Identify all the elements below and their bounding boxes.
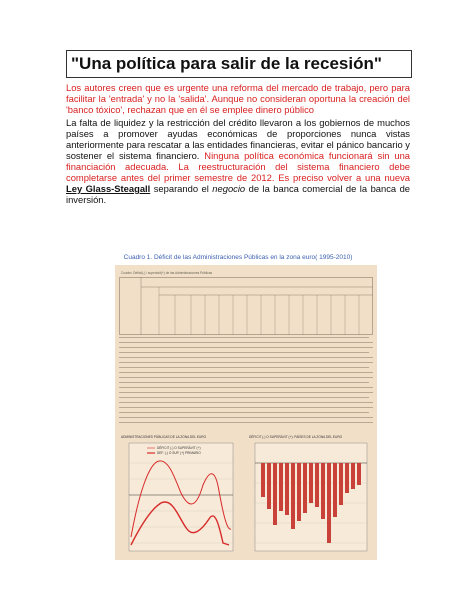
table-row <box>119 402 373 403</box>
table-row <box>119 397 369 398</box>
left-legend-1: DÉFICIT (-) O SUPERÁVIT (+) <box>157 446 201 450</box>
body-text-tail: separando el <box>153 183 209 194</box>
table-row <box>119 367 369 368</box>
glass-steagall-link[interactable]: Ley Glass-Steagall <box>66 183 151 194</box>
table-row <box>119 372 373 373</box>
table-row <box>119 352 369 353</box>
body-paragraph <box>66 117 410 205</box>
scan-table-rows <box>119 337 373 427</box>
table-row <box>119 392 373 393</box>
table-row <box>119 337 369 338</box>
scan-table-header <box>119 277 373 335</box>
scanned-table-image <box>115 265 377 560</box>
lead-paragraph: Los autores creen que es urgente una reforma del mercado de trabajo, pero para facilitar la 'entrada' y no la 'salida'. Aunque no consideran oportuna la creación del 'banco tóxico', rechazan que en él se emplee dinero público <box>66 82 410 115</box>
table-row <box>119 412 369 413</box>
table-row <box>119 377 373 378</box>
body-text-1: La falta de liquidez y la restricción del crédito llevaron a los gobiernos de muchos países a promover ayudas económicas de proporciones nunca vistas anteriormente para rescatar a las entidades financieras, evitar el pánico bancario y sostener el sistema financiero. <box>66 117 410 161</box>
table-row <box>119 362 373 363</box>
table-row <box>119 387 373 388</box>
table-row <box>119 407 373 408</box>
body-text-italic: negocio <box>212 183 246 194</box>
left-legend-2: DEF. (-) O SUP. (+) PRIMARIO <box>157 451 201 455</box>
page-title: "Una política para salir de la recesión" <box>66 50 412 78</box>
table-row <box>119 357 373 358</box>
scan-table-title: Cuadro: Déficit(-) / superávit(+) de las Administraciones Públicas <box>121 271 213 275</box>
scan-line-chart <box>119 433 239 557</box>
table-row <box>119 382 369 383</box>
figure-caption: Cuadro 1. Déficit de las Administraciones Públicas en la zona euro( 1995-2010) <box>123 254 353 261</box>
table-row <box>119 342 373 343</box>
right-chart-title: DÉFICIT (-) O SUPERÁVIT (+). PAÍSES DE LA ZONA DEL EURO <box>249 435 343 439</box>
scan-bar-chart <box>247 433 373 557</box>
body-text-red: Ninguna política económica funcionará sin una financiación adecuada. La reestructuración del sistema financiero debe completarse antes del primer semestre de 2012. Es preciso volver a una nueva <box>66 150 411 183</box>
body-text-end: de la banca comercial de la banca de inversión. <box>66 183 411 205</box>
table-row <box>119 417 373 418</box>
left-chart-title: ADMINISTRACIONES PÚBLICAS DE LA ZONA DEL EURO <box>121 435 207 439</box>
table-row <box>119 422 373 423</box>
table-row <box>119 347 373 348</box>
